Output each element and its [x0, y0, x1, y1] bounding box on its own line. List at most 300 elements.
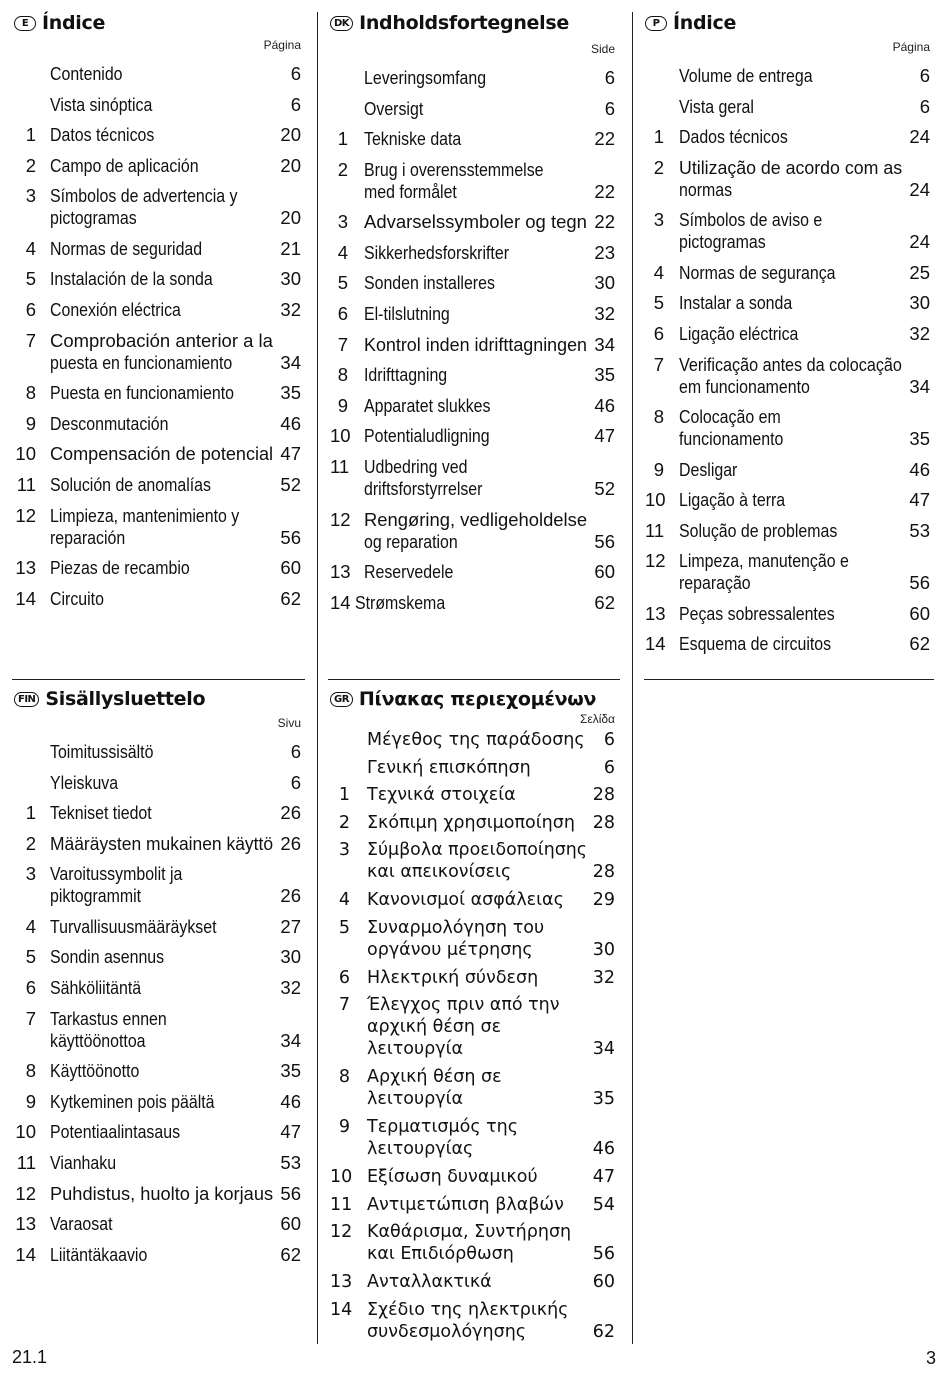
toc-entries: [14, 63, 301, 618]
entry-number: 6: [25, 977, 36, 999]
entry-page-number: 32: [592, 967, 615, 988]
toc-entry: [645, 603, 930, 634]
entry-title-line: Vista sinóptica: [50, 93, 153, 115]
entry-title-line: Rengøring, vedligeholdelse: [364, 508, 588, 530]
entry-title-line: Tarkastus ennen: [50, 1007, 167, 1029]
entry-title-line: pictogramas: [679, 231, 766, 253]
toc-entry: [330, 303, 615, 334]
entry-title-line: Limpieza, mantenimiento y: [50, 504, 240, 526]
entry-page-number: 24: [909, 178, 930, 200]
entry-title-line: Μέγεθος της παράδοσης: [367, 730, 585, 750]
entry-page-number: 62: [280, 587, 301, 609]
entry-number: 4: [653, 261, 664, 283]
entry-number: 10: [15, 443, 36, 465]
entry-page-number: 6: [290, 93, 301, 115]
entry-title-line: El-tilslutning: [364, 303, 450, 325]
toc-entry: [330, 159, 615, 212]
toc-entry: [330, 561, 615, 592]
entry-page-number: 20: [280, 154, 301, 176]
entry-title-line: και απεικονίσεις: [367, 862, 512, 882]
entry-title-line: Datos técnicos: [50, 124, 155, 146]
entry-number: 7: [25, 1007, 36, 1029]
entry-number: 8: [338, 1067, 350, 1087]
row-divider-left: [12, 679, 305, 680]
entry-page-number: 35: [592, 1089, 615, 1109]
entry-page-number: 20: [280, 124, 301, 146]
page-column-label: Side: [590, 42, 615, 56]
entry-page-number: 6: [604, 97, 615, 119]
entry-page-number: 28: [592, 812, 615, 833]
entry-number: 4: [337, 241, 348, 263]
entry-title-line: Solución de anomalías: [50, 473, 211, 495]
toc-entry: [645, 292, 930, 323]
entry-page-number: 47: [592, 1167, 615, 1187]
entry-title-line: Conexión eléctrica: [50, 299, 181, 321]
toc-entry: [645, 209, 930, 262]
section-header: [14, 686, 205, 712]
entry-title-line: Strømskema: [355, 591, 446, 613]
entry-page-number: 60: [594, 561, 615, 583]
toc-entry: [645, 157, 930, 210]
entry-number: 12: [330, 508, 351, 530]
entry-number: 2: [653, 156, 664, 178]
entry-title-line: Määräysten mukainen käyttö: [50, 832, 274, 854]
toc-entry: [330, 1116, 615, 1166]
entry-page-number: 23: [594, 241, 615, 263]
entry-page-number: 60: [280, 557, 301, 579]
entry-page-number: 24: [909, 231, 930, 253]
entry-number: 1: [337, 128, 348, 150]
entry-page-number: 22: [594, 128, 615, 150]
toc-entry: [14, 505, 301, 558]
entry-title-line: Desconmutación: [50, 412, 169, 434]
entry-number: 7: [338, 995, 350, 1015]
column-divider-left: [317, 12, 318, 1344]
toc-entry: [14, 238, 301, 269]
toc-entry: [14, 1183, 301, 1214]
entry-title-line: Varaosat: [50, 1213, 113, 1235]
entry-page-number: 6: [290, 741, 301, 762]
entry-page-number: 6: [604, 67, 615, 88]
entry-number: 4: [25, 915, 36, 937]
entry-number: 2: [337, 158, 348, 180]
entry-number: 11: [16, 473, 36, 495]
section-title: Πίνακας περιεχομένων: [358, 688, 597, 710]
entry-number: 14: [15, 1243, 36, 1265]
entry-title-line: Reservedele: [364, 561, 454, 583]
toc-entry: [330, 917, 615, 967]
entry-title-line: Συναρμολόγηση του: [367, 917, 545, 938]
entry-title-line: Normas de seguridad: [50, 237, 203, 259]
entry-number: 7: [25, 329, 36, 351]
entry-title-line: Instalación de la sonda: [50, 268, 213, 290]
entry-page-number: 22: [594, 211, 615, 233]
toc-entry: [330, 1194, 615, 1222]
toc-entry: [14, 977, 301, 1008]
entry-page-number: 35: [280, 1060, 301, 1082]
entry-page-number: 56: [280, 1182, 301, 1204]
toc-entry: [14, 802, 301, 833]
toc-entry: [330, 1271, 615, 1299]
toc-entry: [645, 354, 930, 407]
toc-entry: [14, 1091, 301, 1122]
toc-entry: [14, 946, 301, 977]
toc-entry: [645, 65, 930, 96]
toc-entry: [330, 98, 615, 129]
entry-number: 14: [330, 591, 351, 613]
page-column-label: Página: [263, 38, 301, 52]
toc-entry: [330, 242, 615, 273]
entry-number: 4: [338, 890, 350, 910]
language-badge: DK: [330, 16, 353, 31]
toc-entry: [645, 126, 930, 157]
entry-page-number: 34: [280, 1029, 301, 1051]
toc-entry: [645, 520, 930, 551]
entry-page-number: 47: [909, 489, 930, 511]
entry-number: 1: [25, 124, 36, 146]
entry-number: 9: [653, 458, 664, 480]
entry-page-number: 20: [280, 207, 301, 229]
entry-page-number: 46: [280, 1090, 301, 1112]
entry-number: 12: [15, 504, 36, 526]
toc-entry: [330, 729, 615, 757]
entry-title-line: reparación: [50, 526, 126, 548]
entry-number: 5: [653, 292, 664, 314]
entry-page-number: 62: [280, 1243, 301, 1265]
toc-entry: [14, 588, 301, 619]
entry-number: 8: [337, 364, 348, 386]
entry-page-number: 30: [280, 946, 301, 968]
entry-number: 11: [16, 1151, 36, 1173]
entry-page-number: 46: [909, 458, 930, 480]
entry-title-line: funcionamento: [679, 428, 784, 450]
entry-title-line: λειτουργία: [367, 1089, 464, 1109]
toc-entry: [330, 456, 615, 509]
entry-page-number: 6: [290, 63, 301, 84]
entry-page-number: 21: [280, 237, 301, 259]
entry-title-line: Ηλεκτρική σύνδεση: [367, 967, 539, 988]
entry-title-line: normas: [679, 178, 733, 200]
entry-title-line: med formålet: [364, 180, 457, 202]
entry-number: 14: [330, 1299, 353, 1320]
toc-entry: [330, 334, 615, 365]
section-title: Índice: [42, 12, 106, 34]
toc-entry: [14, 63, 301, 94]
entry-page-number: 52: [594, 478, 615, 500]
toc-entry: [14, 1152, 301, 1183]
entry-title-line: Dados técnicos: [679, 126, 788, 148]
toc-entry: [14, 330, 301, 383]
entry-title-line: Αρχική θέση σε: [367, 1067, 502, 1087]
entry-title-line: Circuito: [50, 587, 104, 609]
toc-entry: [14, 94, 301, 125]
entry-title-line: driftsforstyrrelser: [364, 478, 483, 500]
entry-number: 11: [330, 456, 350, 478]
entry-title-line: Tekniske data: [364, 128, 462, 150]
entry-title-line: Volume de entrega: [679, 65, 813, 86]
entry-number: 1: [338, 785, 350, 805]
entry-page-number: 26: [280, 832, 301, 854]
toc-entry: [14, 863, 301, 916]
entry-number: 6: [337, 303, 348, 325]
entry-number: 13: [15, 1213, 36, 1235]
entry-number: 14: [645, 633, 666, 655]
entry-page-number: 34: [592, 1039, 615, 1059]
language-badge: GR: [330, 692, 353, 707]
toc-entry: [330, 272, 615, 303]
entry-page-number: 6: [919, 95, 930, 117]
section-header: [14, 10, 105, 36]
language-badge: FIN: [14, 692, 39, 707]
toc-entry: [330, 889, 615, 917]
entry-title-line: käyttöönottoa: [50, 1029, 146, 1051]
toc-entry: [14, 557, 301, 588]
entry-number: 4: [25, 237, 36, 259]
toc-entry: [330, 1066, 615, 1116]
toc-entry: [645, 323, 930, 354]
toc-entry: [330, 994, 615, 1066]
toc-entry: [14, 299, 301, 330]
toc-entry: [330, 1299, 615, 1349]
page-column-label: Página: [892, 40, 930, 54]
toc-entry: [14, 185, 301, 238]
entry-title-line: Instalar a sonda: [679, 292, 793, 314]
entry-page-number: 35: [594, 364, 615, 386]
entry-title-line: Símbolos de aviso e: [679, 209, 823, 231]
entry-title-line: Potentiaalintasaus: [50, 1121, 181, 1143]
entry-title-line: λειτουργίας: [367, 1139, 474, 1159]
section-title: Índice: [673, 12, 737, 34]
toc-entry: [14, 1244, 301, 1275]
entry-number: 12: [645, 550, 666, 572]
entry-page-number: 46: [592, 1139, 615, 1159]
toc-entry: [14, 443, 301, 474]
entry-number: 3: [653, 209, 664, 231]
entry-title-line: Liitäntäkaavio: [50, 1243, 148, 1265]
entry-title-line: Γενική επισκόπηση: [367, 757, 531, 778]
section-header: [645, 10, 736, 36]
entry-title-line: Varoitussymbolit ja: [50, 863, 183, 885]
toc-entry: [645, 262, 930, 293]
entry-number: 3: [25, 863, 36, 885]
entry-title-line: Τερματισμός της: [367, 1117, 519, 1137]
entry-title-line: Sähköliitäntä: [50, 977, 142, 999]
entry-page-number: 52: [280, 473, 301, 495]
entry-number: 12: [330, 1222, 353, 1242]
entry-title-line: reparação: [679, 572, 751, 594]
toc-entry: [330, 67, 615, 98]
entry-page-number: 28: [592, 862, 615, 882]
entry-title-line: Apparatet slukkes: [364, 394, 491, 416]
entry-number: 2: [338, 812, 350, 833]
entry-number: 14: [15, 587, 36, 609]
entry-title-line: Normas de segurança: [679, 261, 836, 283]
toc-entry: [645, 489, 930, 520]
entry-number: 9: [337, 394, 348, 416]
entry-number: 10: [645, 489, 666, 511]
entry-title-line: Colocação em: [679, 406, 781, 428]
toc-entry: [330, 211, 615, 242]
entry-page-number: 32: [280, 299, 301, 321]
entry-title-line: Έλεγχος πριν από την: [367, 995, 560, 1015]
section-header: [330, 686, 596, 712]
toc-section-greek: [330, 686, 615, 1346]
toc-entry: [14, 474, 301, 505]
entry-number: 1: [25, 802, 36, 824]
toc-entry: [330, 395, 615, 426]
entry-title-line: Kytkeminen pois päältä: [50, 1090, 215, 1112]
entry-title-line: Verificação antes da colocação: [679, 353, 902, 375]
entry-title-line: Τεχνικά στοιχεία: [367, 785, 516, 805]
toc-entry: [645, 96, 930, 127]
entry-title-line: Tekniset tiedot: [50, 802, 152, 824]
entry-page-number: 22: [594, 180, 615, 202]
section-title: Sisällysluettelo: [45, 688, 206, 710]
toc-entry: [330, 839, 615, 889]
toc-entry: [14, 916, 301, 947]
entry-title-line: Leveringsomfang: [364, 67, 487, 88]
toc-section-spanish: [14, 10, 301, 650]
entry-title-line: pictogramas: [50, 207, 137, 229]
entry-page-number: 27: [280, 915, 301, 937]
entry-page-number: 6: [603, 730, 615, 750]
language-badge: E: [14, 16, 36, 31]
entry-number: 13: [330, 1272, 353, 1292]
toc-entries: [330, 729, 615, 1349]
toc-entry: [330, 967, 615, 995]
entry-number: 9: [338, 1117, 350, 1137]
entry-page-number: 47: [280, 1121, 301, 1143]
entry-number: 10: [330, 425, 351, 447]
entry-number: 6: [338, 967, 350, 988]
entry-page-number: 56: [909, 572, 930, 594]
entry-title-line: Καθάρισμα, Συντήρηση: [367, 1222, 572, 1242]
entry-title-line: Idrifttagning: [364, 364, 448, 386]
entry-number: 2: [25, 832, 36, 854]
entry-page-number: 53: [909, 519, 930, 541]
footer-version: 21.1: [12, 1347, 48, 1367]
entry-page-number: 60: [280, 1213, 301, 1235]
toc-section-finnish: [14, 686, 301, 1276]
toc-entries: [645, 65, 930, 664]
entry-title-line: Desligar: [679, 458, 738, 480]
entry-title-line: Turvallisuusmääräykset: [50, 915, 217, 937]
entry-title-line: αρχική θέση σε: [367, 1017, 502, 1037]
toc-entry: [14, 833, 301, 864]
toc-entry: [330, 509, 615, 562]
entry-title-line: Utilização de acordo com as: [679, 156, 903, 178]
entry-title-line: και Επιδιόρθωση: [367, 1244, 514, 1264]
entry-number: 3: [338, 840, 350, 860]
entry-page-number: 25: [909, 261, 930, 283]
entry-title-line: οργάνου μέτρησης: [367, 939, 533, 960]
entry-number: 2: [25, 154, 36, 176]
page-column-label: Sivu: [277, 716, 301, 730]
toc-entry: [330, 1221, 615, 1271]
entry-number: 10: [15, 1121, 36, 1143]
entry-title-line: Sondin asennus: [50, 946, 165, 968]
entry-page-number: 34: [594, 333, 615, 355]
entry-page-number: 34: [280, 351, 301, 373]
entry-title-line: Potentialudligning: [364, 425, 490, 447]
entry-title-line: Esquema de circuitos: [679, 633, 832, 655]
entry-number: 5: [337, 272, 348, 294]
entry-number: 9: [25, 1090, 36, 1112]
entry-page-number: 30: [592, 939, 615, 960]
toc-entry: [14, 413, 301, 444]
toc-entry: [330, 784, 615, 812]
entry-title-line: Brug i overensstemmelse: [364, 158, 544, 180]
entry-title-line: Limpeza, manutenção e: [679, 550, 849, 572]
entry-number: 7: [337, 333, 348, 355]
entry-page-number: 56: [592, 1244, 615, 1264]
entry-page-number: 30: [909, 292, 930, 314]
entry-page-number: 62: [909, 633, 930, 655]
entry-title-line: λειτουργία: [367, 1039, 464, 1059]
entry-page-number: 46: [594, 394, 615, 416]
entry-title-line: Yleiskuva: [50, 771, 119, 793]
entry-page-number: 60: [909, 602, 930, 624]
entry-title-line: Kontrol inden idrifttagningen: [364, 333, 588, 355]
entry-number: 9: [25, 412, 36, 434]
footer-page-number: 3: [925, 1348, 936, 1368]
entry-page-number: 26: [280, 802, 301, 824]
entry-page-number: 32: [280, 977, 301, 999]
entry-page-number: 34: [909, 375, 930, 397]
entry-number: 13: [330, 561, 351, 583]
entry-title-line: Ανταλλακτικά: [367, 1272, 492, 1292]
entry-page-number: 32: [594, 303, 615, 325]
entry-number: 8: [25, 382, 36, 404]
entry-number: 11: [645, 519, 665, 541]
entry-page-number: 60: [592, 1272, 615, 1292]
toc-section-portuguese: [645, 10, 930, 670]
entry-title-line: Σχέδιο της ηλεκτρικής: [367, 1299, 569, 1320]
toc-entries: [14, 741, 301, 1274]
entry-page-number: 53: [280, 1151, 301, 1173]
toc-section-danish: [330, 10, 615, 650]
section-header: [330, 10, 569, 36]
entry-page-number: 54: [592, 1194, 615, 1215]
entry-page-number: 6: [290, 771, 301, 793]
entry-title-line: Αντιμετώπιση βλαβών: [367, 1194, 564, 1215]
page-column-label: Σελίδα: [579, 712, 615, 726]
toc-entry: [330, 812, 615, 840]
entry-number: 5: [25, 268, 36, 290]
entry-number: 10: [330, 1167, 353, 1187]
entry-page-number: 30: [594, 272, 615, 294]
toc-entry: [14, 1121, 301, 1152]
toc-entry: [14, 155, 301, 186]
entry-page-number: 56: [280, 526, 301, 548]
entry-page-number: 35: [909, 428, 930, 450]
entry-title-line: Símbolos de advertencia y: [50, 185, 238, 207]
entry-title-line: Comprobación anterior a la: [50, 329, 273, 351]
row-divider-right: [644, 679, 934, 680]
toc-entry: [645, 406, 930, 459]
entry-title-line: Puesta en funcionamiento: [50, 382, 234, 404]
entry-number: 5: [25, 946, 36, 968]
toc-entry: [645, 633, 930, 664]
toc-entry: [645, 550, 930, 603]
toc-entry: [14, 124, 301, 155]
toc-entry: [14, 772, 301, 803]
toc-entry: [14, 1213, 301, 1244]
entry-number: 1: [653, 126, 664, 148]
toc-entry: [14, 741, 301, 772]
entry-number: 3: [337, 211, 348, 233]
language-badge: P: [645, 16, 667, 31]
